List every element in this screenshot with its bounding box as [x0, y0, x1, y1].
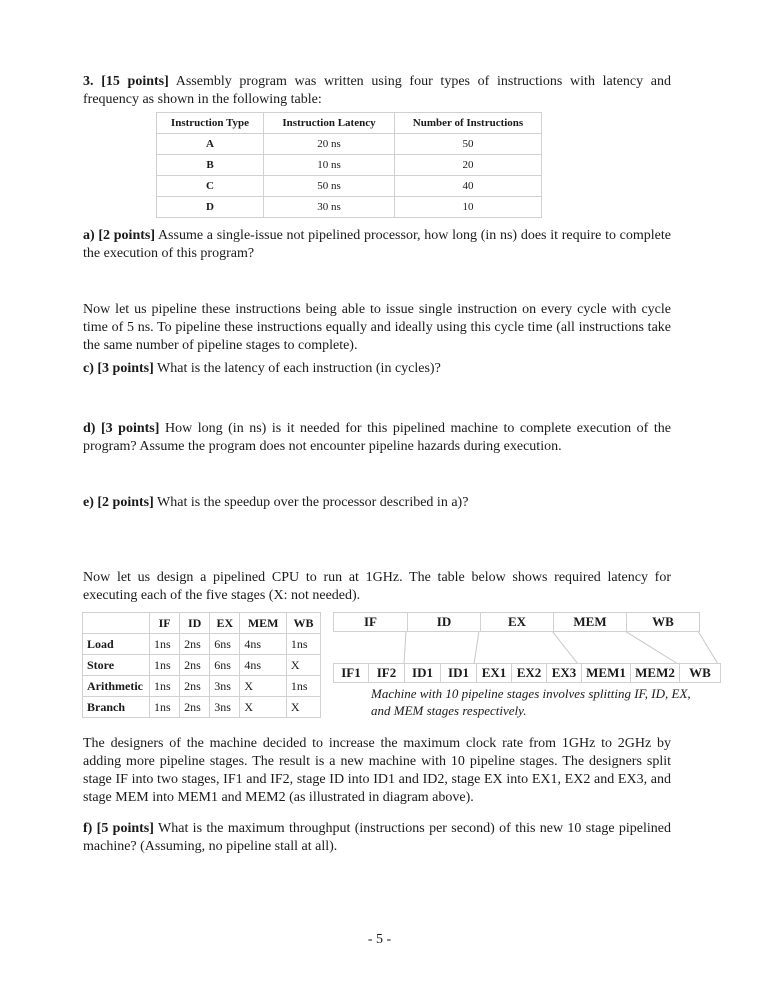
cell: 3ns	[210, 676, 240, 697]
question-label: 3. [15 points]	[83, 74, 169, 89]
cell: 10	[395, 197, 542, 218]
table-row	[157, 197, 542, 218]
cell: X	[240, 676, 287, 697]
part-d-label: d) [3 points]	[83, 421, 160, 436]
cell: 20 ns	[264, 134, 395, 155]
cell: 10 ns	[264, 155, 395, 176]
part-c-text: What is the latency of each instruction (in cycles)?	[153, 361, 441, 376]
question-text: Assembly program was written using four types of instructions with latency and frequency as shown in the following table:	[83, 74, 671, 107]
part-e-text: What is the speedup over the processor described in a)?	[153, 495, 469, 510]
header-blank	[83, 613, 150, 634]
five-stage-row	[333, 612, 700, 632]
stage-wb-split: WB	[689, 665, 711, 680]
cell: 1ns	[150, 634, 180, 655]
cell: 1ns	[286, 676, 320, 697]
cell: 2ns	[180, 697, 210, 718]
stage-wb: WB	[652, 614, 674, 629]
row-label: Branch	[83, 697, 150, 718]
stage-id2: ID1	[441, 664, 477, 682]
part-c	[83, 360, 671, 378]
stage-if: IF	[334, 613, 408, 631]
stage-mem: MEM	[554, 613, 627, 631]
cell: 30 ns	[264, 197, 395, 218]
designers-text: The designers of the machine decided to increase the maximum clock rate from 1GHz to 2GHz by adding more pipeline stages. The result is a new machine with 10 pipeline stages. The designers split stage IF into two stages, IF1 and IF2, stage ID into ID1 and ID2, stage EX into EX1, EX2 and EX3, and stage MEM into MEM1 and MEM2 (as illustrated in diagram above).	[83, 736, 671, 805]
part-e	[83, 494, 671, 512]
stage-ex1: EX1	[477, 664, 512, 682]
cell: 6ns	[210, 634, 240, 655]
table-row	[157, 176, 542, 197]
cell: A	[157, 134, 264, 155]
row-label: Arithmetic	[83, 676, 150, 697]
part-a-label: a) [2 points]	[83, 228, 155, 243]
diagram-caption: Machine with 10 pipeline stages involves splitting IF, ID, EX, and MEM stages respectively.	[371, 686, 691, 718]
ten-stage-row	[333, 663, 721, 683]
cell: X	[286, 655, 320, 676]
part-f	[83, 820, 671, 856]
header-instruction-latency: Instruction Latency	[264, 113, 395, 134]
cell: 2ns	[180, 634, 210, 655]
row-label: Load	[83, 634, 150, 655]
stage-id1: ID1	[405, 664, 441, 682]
header-if: IF	[150, 613, 180, 634]
part-d-text: How long (in ns) is it needed for this pipelined machine to complete execution of the program? Assume the program does not encounter pipeline hazards during execution.	[83, 421, 671, 454]
stage-mem1: MEM1	[582, 664, 631, 682]
cell: 2ns	[180, 655, 210, 676]
cell: 50 ns	[264, 176, 395, 197]
cell: 40	[395, 176, 542, 197]
cell: 3ns	[210, 697, 240, 718]
cell: D	[157, 197, 264, 218]
part-d	[83, 420, 671, 456]
stage-if1: IF1	[334, 664, 369, 682]
cell: C	[157, 176, 264, 197]
part-c-label: c) [3 points]	[83, 361, 154, 376]
cell: 1ns	[150, 676, 180, 697]
table-row	[83, 634, 321, 655]
table-row	[83, 697, 321, 718]
cpu-intro: Now let us design a pipelined CPU to run at 1GHz. The table below shows required latency for executing each of the five stages (X: not needed).	[83, 570, 671, 603]
table-header-row	[157, 113, 542, 134]
cell: X	[240, 697, 287, 718]
header-ex: EX	[210, 613, 240, 634]
part-a-text: Assume a single-issue not pipelined processor, how long (in ns) does it require to complete the execution of this program?	[83, 228, 671, 261]
header-wb: WB	[286, 613, 320, 634]
table-row	[83, 676, 321, 697]
cell: B	[157, 155, 264, 176]
instruction-table	[156, 112, 542, 218]
part-f-label: f) [5 points]	[83, 821, 154, 836]
stage-ex2: EX2	[512, 664, 547, 682]
part-a	[83, 227, 671, 263]
cell: 20	[395, 155, 542, 176]
stage-mem2: MEM2	[631, 664, 680, 682]
part-f-text: What is the maximum throughput (instructions per second) of this new 10 stage pipelined machine? (Assuming, no pipeline stall at all).	[83, 821, 671, 854]
cell: 4ns	[240, 634, 287, 655]
cell: 1ns	[150, 697, 180, 718]
stage-id: ID	[408, 613, 481, 631]
stage-if2: IF2	[369, 664, 405, 682]
table-row	[83, 655, 321, 676]
header-mem: MEM	[240, 613, 287, 634]
header-instruction-type: Instruction Type	[157, 113, 264, 134]
table-header-row	[83, 613, 321, 634]
stage-latency-table	[82, 612, 321, 718]
cell: 6ns	[210, 655, 240, 676]
pipeline-diagram	[333, 612, 719, 722]
header-id: ID	[180, 613, 210, 634]
cell: 4ns	[240, 655, 287, 676]
table-row	[157, 134, 542, 155]
page-number: - 5 -	[367, 932, 392, 947]
cell: 2ns	[180, 676, 210, 697]
cell: 50	[395, 134, 542, 155]
stage-ex: EX	[481, 613, 554, 631]
header-number-of-instructions: Number of Instructions	[395, 113, 542, 134]
cell: 1ns	[286, 634, 320, 655]
stage-ex3: EX3	[547, 664, 582, 682]
pipeline-intro: Now let us pipeline these instructions being able to issue single instruction on every cycle with cycle time of 5 ns. To pipeline these instructions equally and ideally using this cycle time (all instructions take the same number of pipeline stages to complete).	[83, 302, 671, 353]
cell: 1ns	[150, 655, 180, 676]
part-e-label: e) [2 points]	[83, 495, 154, 510]
question-intro	[83, 73, 671, 109]
cell: X	[286, 697, 320, 718]
row-label: Store	[83, 655, 150, 676]
table-row	[157, 155, 542, 176]
